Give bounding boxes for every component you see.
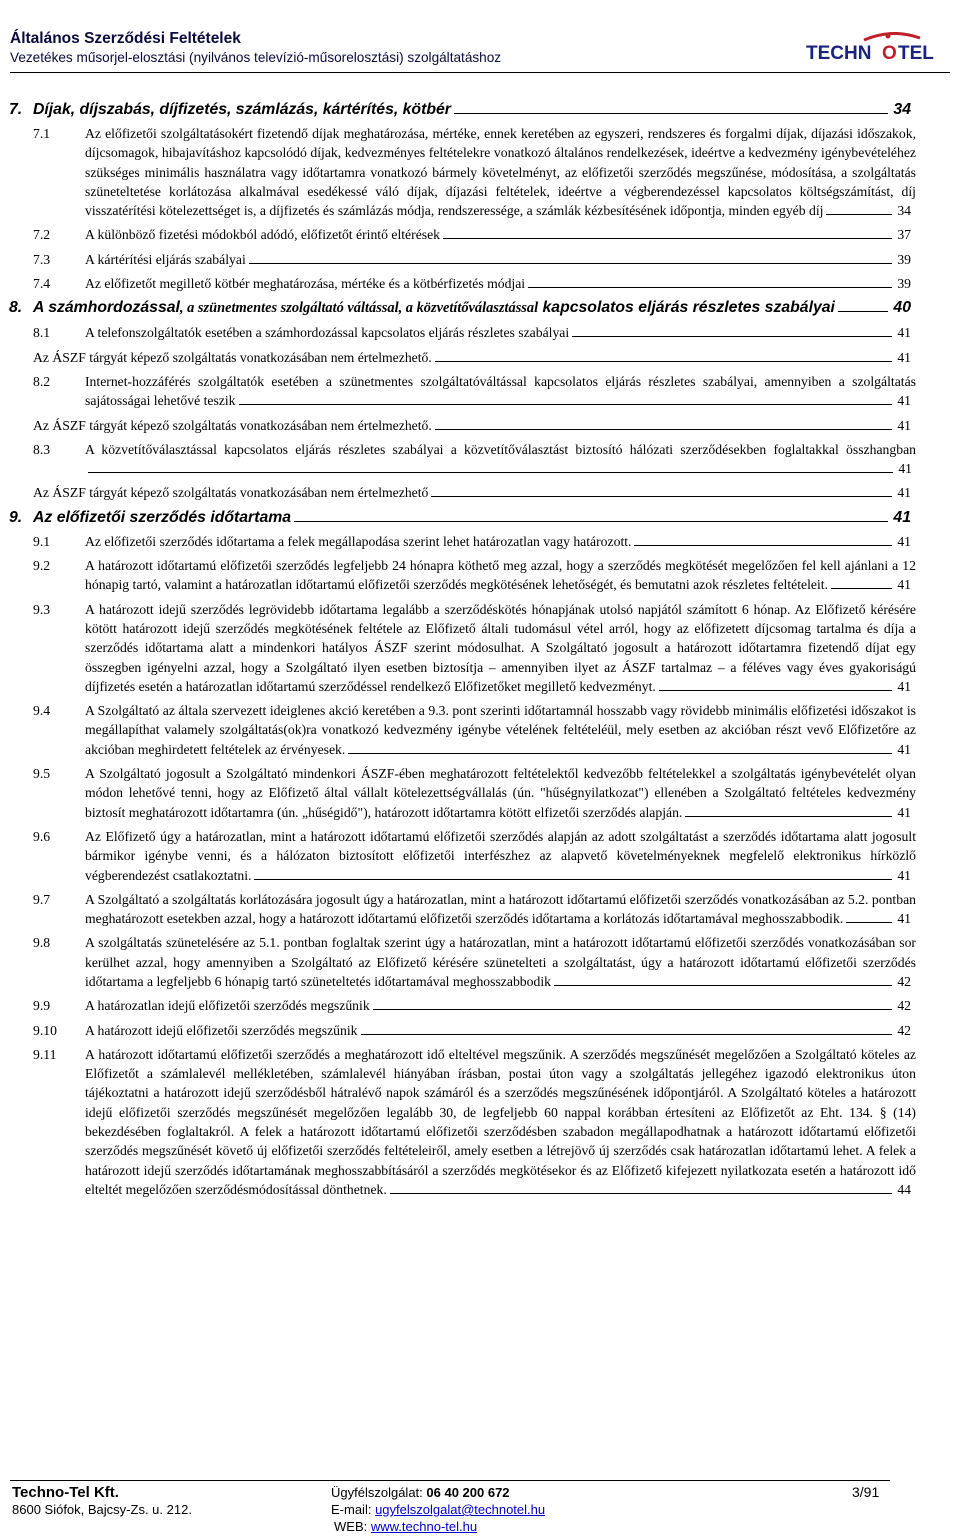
toc-entry[interactable] (33, 250, 916, 269)
toc-page-number: 39 (897, 276, 911, 292)
toc-entry[interactable] (33, 890, 916, 929)
toc-entry-text: A határozott idejű szerződés legrövidebb időtartama legalább a szerződéskötés hónapjának utolsó napjától számított 6 hónap. Az Előfizető kérésére kötött határozott idejű szerződés megkötésének feltétele az Előfizető általi tudomásul vétel arról, hogy az előfizetett díjcsomag tartalma és díja a szerződés időtartama alatt a mindenkori hatályos ÁSZF szerint módosulhat. A Szolgáltató jogosult a határozott időtartamra fizetendő díjat egy összegben igényelni azzal, hogy a Szolgáltató ilyen esetben biztosítja – amennyiben ilyet az ÁSZF tartalmaz – a féléves vagy éves gyakoriságú díjfizetés esetén a határozatlan időtartamú szerződéssel rendelkező Előfizetőket megillető kedvezményt. (85, 601, 916, 694)
toc-leader-line (348, 742, 892, 754)
toc-leader-line (431, 485, 892, 497)
toc-leader-line (659, 679, 892, 691)
toc-entry-number: 9.11 (33, 1046, 57, 1062)
toc-entry-number: 9.5 (33, 766, 51, 782)
toc-entry-number: 7.2 (33, 227, 51, 243)
toc-entry-body (85, 600, 916, 696)
toc-leader-line (239, 393, 892, 405)
toc-entry[interactable] (33, 372, 916, 411)
toc-page-number: 41 (897, 325, 911, 341)
toc-entry-body (85, 827, 916, 885)
toc-entry-body (85, 1021, 916, 1040)
toc-entry-text: Az Előfizető úgy a határozatlan, mint a határozott időtartamú előfizetői szerződés alapján az adott szolgáltatást a szerződés időtartama alatt jogosult bármikor igénybe venni, és a hálózaton biztosított előfizetői interfészhez az alapvető követelményeknek megfelelő elektronikus hírközlő végberendezést csatlakoztatni. (85, 828, 916, 883)
toc-leader-line (831, 577, 892, 589)
technotel-logo (802, 32, 952, 66)
toc-entry-body (85, 225, 916, 244)
document-title: Általános Szerződési Feltételek (10, 30, 241, 47)
toc-entry[interactable] (33, 532, 916, 551)
toc-entry-body (85, 250, 916, 269)
toc-entry-text: Az előfizetői szerződés időtartama a felek megállapodása szerint lehet határozatlan vagy határozott. (85, 533, 632, 549)
toc-leader-line (572, 325, 892, 337)
toc-entry-body (33, 348, 916, 367)
footer-web-link[interactable]: www.techno-tel.hu (370, 1519, 478, 1534)
toc-entry-text: Az előfizetőt megillető kötbér meghatározása, mértéke és a kötbérfizetés módjai (85, 276, 526, 292)
toc-entry[interactable] (33, 933, 916, 991)
toc-entry-body (85, 764, 916, 822)
toc-entry[interactable] (33, 600, 916, 696)
toc-entry[interactable] (33, 416, 916, 435)
toc-entry-body (85, 124, 916, 220)
toc-section-heading[interactable] (9, 100, 916, 119)
toc-entry-text: A szolgáltatás szünetelésére az 5.1. pontban foglaltak szerint úgy a határozatlan, mint a határozott időtartamú előfizetői szerződés vonatkozásában sor kerülhet azzal, hogy amennyiben a Szolgáltató az Előfizető kérésére szünetelteti a szolgáltatást, úgy a határozott időtartamú előfizetői szerződés időtartama a legfeljebb 6 hónapig tartó szüneteltetés időtartamával meghosszabbodik (85, 935, 916, 989)
toc-page-number: 41 (897, 485, 911, 501)
toc-entry-text: A Szolgáltató az általa szervezett ideiglenes akció keretében a 9.3. pont szerinti időtartamnál hosszabb vagy rövidebb minimális előfizetési időszakot is megállapíthat valamely szolgáltatás(ok)ra vonatkozó kedvezmény igénybe vételének feltételéül, mely esetben az akcióban részt vevő Előfizetőre az akcióban meghirdetett feltételek az érvényesek. (85, 703, 916, 757)
header-divider (10, 72, 950, 73)
toc-entry[interactable] (33, 440, 916, 479)
toc-entry-number: 8.1 (33, 325, 51, 341)
toc-entry[interactable] (33, 1021, 916, 1040)
toc-leader-line (454, 102, 888, 114)
toc-page-number: 41 (897, 577, 911, 593)
toc-entry-text: Az ÁSZF tárgyát képező szolgáltatás vonatkozásában nem értelmezhető. (33, 417, 432, 433)
toc-entry-number: 9.10 (33, 1022, 57, 1038)
toc-entry[interactable] (33, 323, 916, 342)
toc-entry-number: 8.2 (33, 373, 51, 389)
toc-leader-line (435, 350, 892, 362)
toc-entry-text: A Szolgáltató jogosult a Szolgáltató mindenkori ÁSZF-ében meghatározott feltételektől kedvezőbb feltételekkel a szolgáltatás igénybevételét olyan módon lehetővé tenni, hogy az Előfizető által vállalt kötelezettségvállalás (ún. "hűségnyilatkozat") ellenében a Szolgáltató feltételes kedvezmény biztosít meghatározott időtartamra (ún. „hűségidő"), határozott időtartamra kötött elfizetői szerződés alapján. (85, 766, 916, 820)
toc-leader-line (826, 203, 892, 215)
footer-email-label: E-mail: (331, 1502, 372, 1517)
footer-support-phone: 06 40 200 672 (426, 1485, 510, 1500)
toc-entry-text: Internet-hozzáférés szolgáltatók esetében a szünetmentes szolgáltatóváltással kapcsolatos eljárás részletes szabályai, amennyiben a szolgáltatás sajátosságai lehetővé teszik (85, 373, 916, 409)
footer-divider (10, 1480, 890, 1481)
toc-page-number: 42 (897, 998, 911, 1014)
toc-entry[interactable] (33, 556, 916, 595)
toc-page-number: 41 (897, 533, 911, 549)
toc-entry-text: Az előfizetői szerződés időtartama (33, 508, 292, 526)
toc-page-number: 41 (898, 461, 912, 477)
footer-email-link[interactable]: ugyfelszolgalat@technotel.hu (375, 1502, 546, 1517)
toc-entry-text: Díjak, díjszabás, díjfizetés, számlázás, kártérítés, kötbér (33, 101, 451, 118)
toc-entry-number: 8. (9, 299, 23, 317)
toc-entry[interactable] (33, 274, 916, 293)
toc-entry-number: 8.3 (33, 441, 51, 457)
toc-entry-number: 7.4 (33, 276, 51, 292)
toc-leader-line (88, 461, 893, 473)
toc-page-number: 34 (893, 101, 911, 118)
toc-page-number: 41 (897, 741, 911, 757)
toc-section-heading[interactable] (9, 508, 916, 527)
svg-text:TEL: TEL (898, 43, 934, 64)
toc-entry-number: 7.3 (33, 251, 51, 267)
page-footer (12, 1484, 892, 1538)
toc-entry[interactable] (33, 225, 916, 244)
toc-leader-line (443, 227, 892, 239)
toc-leader-line (554, 974, 892, 986)
toc-entry-number: 7. (9, 101, 23, 118)
toc-entry-text: A közvetítőválasztással kapcsolatos eljárás részletes szabályai a közvetítőválasztást biztosító hálózati szerződésekben foglaltakkal összhangban (85, 441, 916, 457)
toc-entry-body (33, 483, 916, 502)
toc-leader-line (249, 252, 892, 264)
toc-entry-number: 9. (9, 508, 23, 526)
toc-leader-line (390, 1182, 892, 1194)
toc-entry-body (85, 556, 916, 595)
toc-entry-text: A különböző fizetési módokból adódó, előfizetőt érintő eltérések (85, 227, 441, 243)
toc-leader-line (634, 534, 892, 546)
toc-entry-text: Az előfizetői szolgáltatásokért fizetendő díjak meghatározása, mértéke, ennek keretében az egyszeri, rendszeres és forgalmi díjak, díjazási időszakok, díjcsomagok, hibajavításhoz kapcsolódó díjak, kedvezményes feltételekre vonatkozó általános rendelkezések, ideértve a kedvezmény igénybevételéhez szükséges minimális használatra vagy időtartamra vonatkozó bármely követelményt, az előfizetői szerződés megszűnése, módosítása, a szolgáltatás szüneteltetése korlátozása alkalmával esedékessé váló díjak, díjazási feltételek, ideértve a végberendezéssel kapcsolatos költségszámítást, díj visszatérítési kötelezettséget is, a díjfizetés és számlázás módja, rendszeressége, a számlák kézbesítésének időpontja, minden egyéb díj (85, 126, 916, 219)
toc-page-number: 40 (893, 299, 911, 317)
toc-page-number: 41 (897, 678, 911, 694)
toc-page-number: 41 (893, 508, 911, 526)
toc-page-number: 41 (897, 804, 911, 820)
toc-entry-body (33, 508, 916, 527)
toc-leader-line (373, 998, 892, 1010)
toc-entry-body (85, 372, 916, 411)
toc-leader-line (254, 868, 892, 880)
toc-entry-number: 9.7 (33, 891, 51, 907)
toc-entry-body (85, 323, 916, 342)
toc-entry-text: , a szünetmentes szolgáltató váltással, a közvetítőválasztással (179, 300, 539, 317)
toc-entry[interactable] (33, 348, 916, 367)
toc-page-number: 41 (897, 349, 911, 365)
toc-entry-text: A határozott időtartamú előfizetői szerződés legfeljebb 24 hónapra köthető meg azzal, hogy a szerződés megkötését megelőzően fel kell ajánlani a 12 hónapig tartó, valamint a határozatlan időtartamú előfizetői szerződés megkötésének lehetőségét, és bemutatni azok részletes feltételeit. (85, 558, 916, 593)
toc-entry-text: A határozott idejű előfizetői szerződés megszűnik (85, 1022, 358, 1038)
toc-leader-line (685, 805, 892, 817)
toc-entry-number: 9.2 (33, 558, 51, 574)
toc-entry-number: 9.1 (33, 533, 51, 549)
toc-entry-text: Az ÁSZF tárgyát képező szolgáltatás vonatkozásában nem értelmezhető (33, 485, 429, 501)
toc-leader-line (435, 418, 892, 430)
toc-entry-number: 9.3 (33, 601, 51, 617)
toc-entry-text: A határozatlan idejű előfizetői szerződés megszűnik (85, 998, 370, 1014)
toc-entry-text: A telefonszolgáltatók esetében a számhordozással kapcsolatos eljárás részletes szabályai (85, 325, 570, 341)
toc-entry-text: Az ÁSZF tárgyát képező szolgáltatás vonatkozásában nem értelmezhető. (33, 349, 432, 365)
toc-leader-line (294, 510, 888, 522)
footer-page-number: 3/91 (852, 1484, 880, 1500)
toc-entry-body (85, 996, 916, 1015)
footer-web-label: WEB: (334, 1519, 368, 1534)
svg-text:TECHN: TECHN (806, 43, 872, 64)
toc-entry-text: kapcsolatos eljárás részletes szabályai (538, 299, 835, 317)
toc-entry-text: A kártérítési eljárás szabályai (85, 251, 246, 267)
toc-entry[interactable] (33, 124, 916, 220)
toc-entry-text: A Szolgáltató a szolgáltatás korlátozására jogosult úgy a határozatlan, mint a határozott időtartamú előfizetői szerződés vonatkozásában az 5.2. pontban meghatározott esetekben azzal, hogy a határozott időtartamú előfizetői szerződés időtartama a korlátozás időtartamával meghosszabbodik. (85, 891, 916, 927)
svg-text:O: O (882, 43, 897, 64)
toc-page-number: 37 (897, 227, 911, 243)
footer-company: Techno-Tel Kft. (12, 1484, 119, 1501)
toc-entry-number: 9.4 (33, 703, 51, 719)
toc-entry-body (85, 1045, 916, 1199)
toc-entry-number: 9.6 (33, 828, 51, 844)
toc-entry[interactable] (33, 1045, 916, 1199)
toc-entry-body (33, 416, 916, 435)
toc-page-number: 44 (897, 1181, 911, 1197)
page-header (10, 30, 952, 72)
toc-leader-line (361, 1023, 892, 1035)
toc-entry-body (85, 890, 916, 929)
toc-page-number: 41 (897, 911, 911, 927)
toc-leader-line (846, 911, 892, 923)
document-subtitle: Vezetékes műsorjel-elosztási (nyilvános televízió-műsorelosztási) szolgáltatáshoz (10, 50, 502, 65)
toc-entry-body (33, 298, 916, 318)
footer-company-block (12, 1484, 192, 1518)
toc-entry-body (85, 701, 916, 759)
toc-entry[interactable] (33, 827, 916, 885)
toc-entry-body (85, 532, 916, 551)
toc-leader-line (838, 300, 888, 312)
toc-entry-body (85, 274, 916, 293)
toc-page-number: 42 (897, 1022, 911, 1038)
footer-support-label: Ügyfélszolgálat: (331, 1485, 423, 1500)
toc-entry[interactable] (33, 996, 916, 1015)
toc-entry-number: 9.9 (33, 998, 51, 1014)
footer-address: 8600 Siófok, Bajcsy-Zs. u. 212. (12, 1502, 192, 1517)
toc-page-number: 42 (897, 973, 911, 989)
toc-page-number: 34 (897, 203, 911, 219)
toc-entry-text: A számhordozással (33, 299, 180, 317)
toc-page-number: 41 (897, 867, 911, 883)
toc-section-heading[interactable] (9, 298, 916, 318)
toc-page-number: 41 (897, 417, 911, 433)
toc-entry[interactable] (33, 764, 916, 822)
toc-page-number: 39 (897, 251, 911, 267)
toc-entry-body (85, 933, 916, 991)
toc-entry-text: A határozott időtartamú előfizetői szerződés a meghatározott idő elteltével megszűnik. A szerződés megszűnését megelőzően a Szolgáltató köteles az Előfizetőt a számlalevél mellékletében, számlalevél hiányában írásban, postai úton vagy a szolgáltatás jellegéhez igazodó elektronikus úton tájékoztatni a határozott idejű szerződésből hátralévő napok számáról és a szerződés megszűnésének időpontjáról. A Szolgáltató köteles a határozott idejű előfizetői szerződés megszűnését megelőzően legalább 30, de legfeljebb 60 nappal korábban értesíteni az Előfizetőt az Eht. 134. § (14) bekezdésében foglaltakról. A felek a határozott időtartamú előfizetői szerződésben szabadon megállapodhatnak a határozott időtartamú előfizetői szerződés megszűnését követő új előfizetői szerződés feltételeiről, amely esetben a létrejövő új szerződés csak határozatlan időtartamú lehet. A felek a határozott idejű szerződés időtartamának meghosszabbításáról a szerződés megkötésekor és az Előfizető kifejezett nyilatkozata esetén a határozott idő elteltét megelőzően szerződésmódosítással dönthetnek. (85, 1046, 916, 1197)
toc-entry-number: 7.1 (33, 126, 51, 141)
toc-page-number: 41 (897, 393, 911, 409)
toc-leader-line (528, 276, 892, 288)
footer-contact-block (331, 1484, 545, 1535)
table-of-contents (9, 97, 916, 1204)
toc-entry-number: 9.8 (33, 935, 51, 951)
toc-entry[interactable] (33, 701, 916, 759)
toc-entry-body (33, 100, 916, 119)
toc-entry[interactable] (33, 483, 916, 502)
toc-entry-body (85, 440, 916, 479)
